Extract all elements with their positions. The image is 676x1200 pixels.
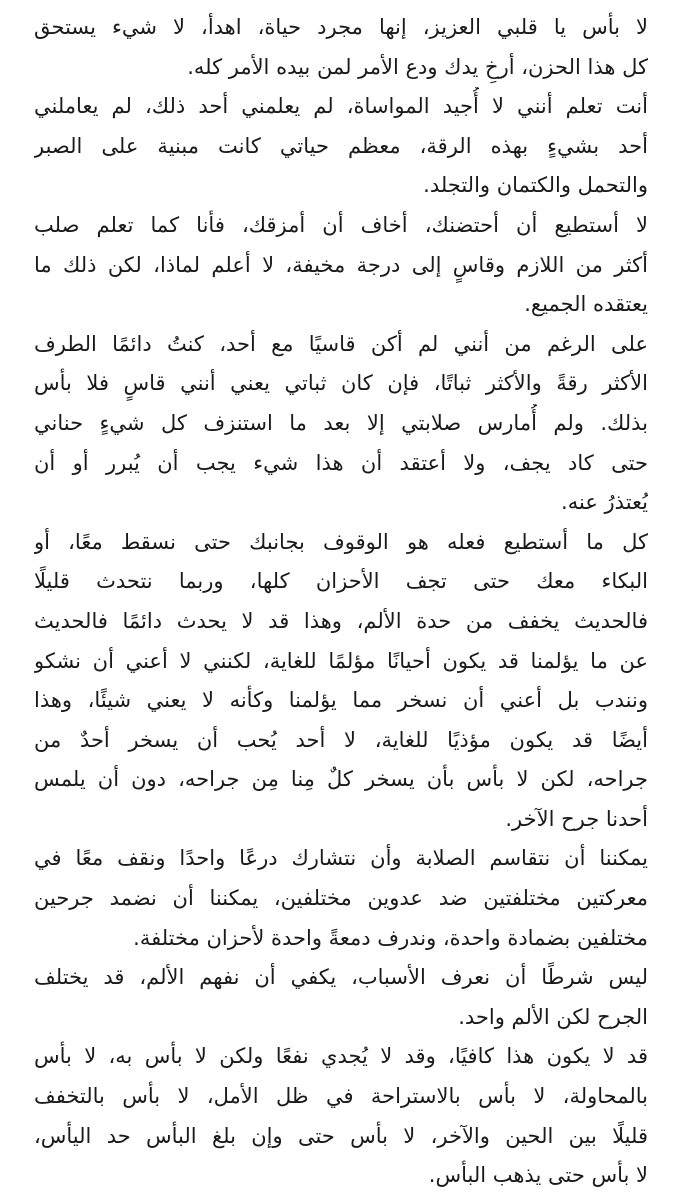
text-line: الأكثر رقةً والأكثر ثباتًا، فإن كان ثباتي يعني أنني قاسٍ فلا بأس [34, 371, 648, 396]
text-line: يمكننا أن نتقاسم الصلابة وأن نتشارك درعًا واحدًا ونقف معًا في [34, 846, 648, 871]
text-line: بالمحاولة، لا بأس بالاستراحة في ظل الأمل، لا بأس بالتخفف [34, 1084, 648, 1109]
text-line: كل هذا الحزن، أرخِ يدك ودع الأمر لمن بيده الأمر كله. [187, 54, 648, 79]
text-line: معركتين مختلفتين ضد عدوين مختلفين، يمكننا أن نضمد جرحين [34, 886, 648, 911]
text-line: أحد بشيءٍ بهذه الرقة، معظم حياتي كانت مبنية على الصبر [34, 133, 648, 158]
text-line: حتى كاد يجف، ولا أعتقد أن هذا شيء يجب أن يُبرر أو أن [34, 450, 648, 475]
text-line: كل ما أستطيع فعله هو الوقوف بجانبك حتى نسقط معًا، أو [34, 529, 648, 554]
text-line: الجرح لكن الألم واحد. [458, 1004, 648, 1029]
text-line: قليلًا بين الحين والآخر، لا بأس حتى وإن بلغ البأس حد اليأس، [34, 1123, 648, 1148]
text-line: لا بأس حتى يذهب البأس. [428, 1163, 648, 1188]
text-line: أيضًا قد يكون مؤذيًا للغاية، لا أحد يُحب أن يسخر أحدٌ من [34, 727, 648, 752]
text-body [34, 8, 648, 1196]
text-line: ليس شرطًا أن نعرف الأسباب، يكفي أن نفهم الألم، قد يختلف [34, 965, 648, 990]
text-line: مختلفين بضمادة واحدة، وندرف دمعةً واحدة لأحزان مختلفة. [133, 925, 648, 950]
text-line: أحدنا جرح الآخر. [505, 806, 648, 831]
text-line: عن ما يؤلمنا قد يكون أحيانًا مؤلمًا للغاية، لكنني لا أعني أن نشكو [34, 648, 648, 673]
text-line: ونندب بل أعني أن نسخر مما يؤلمنا وكأنه لا يعني شيئًا، وهذا [34, 688, 648, 713]
text-line: فالحديث يخفف من حدة الألم، وهذا قد لا يحدث دائمًا فالحديث [34, 608, 648, 633]
text-line: البكاء معك حتى تجف الأحزان كلها، وربما نتحدث قليلًا [34, 569, 648, 594]
text-line: على الرغم من أنني لم أكن قاسيًا مع أحد، كنتُ دائمًا الطرف [34, 331, 648, 356]
text-line: يعتقده الجميع. [524, 292, 648, 317]
text-line: قد لا يكون هذا كافيًا، وقد لا يُجدي نفعًا ولكن لا بأس به، لا بأس [34, 1044, 648, 1069]
text-line: يُعتذرُ عنه. [561, 490, 648, 515]
text-line: جراحه، لكن لا بأس بأن يسخر كلٌ مِنا مِن جراحه، دون أن يلمس [34, 767, 648, 792]
text-line: أنت تعلم أنني لا أُجيد المواساة، لم يعلمني أحد ذلك، لم يعاملني [34, 94, 648, 119]
text-line: لا بأس يا قلبي العزيز، إنها مجرد حياة، اهدأ، لا شيء يستحق [34, 15, 648, 39]
text-line: لا أستطيع أن أحتضنك، أخاف أن أمزقك، فأنا كما تعلم صلب [34, 212, 648, 237]
text-line: أكثر من اللازم وقاسٍ إلى درجة مخيفة، لا أعلم لماذا، لكن ذلك ما [34, 252, 648, 277]
text-line: والتحمل والكتمان والتجلد. [423, 173, 648, 198]
text-line: بذلك. ولم أُمارس صلابتي إلا بعد ما استنزف كل شيءٍ حناني [34, 410, 648, 435]
